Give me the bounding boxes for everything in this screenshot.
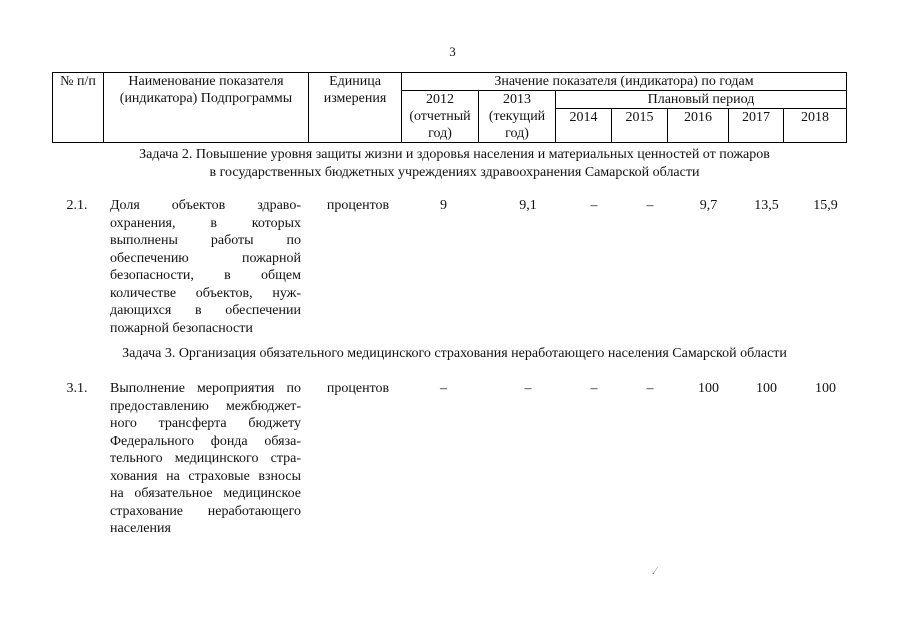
row-2-1-name: Доля объектов здраво-охранения, в которых выполнены работы по обеспечению пожарной безопасности, в общем количестве объектов, нуж-дающихся в обеспечении пожарной безопасности xyxy=(110,198,301,336)
row-3-1-value-2015: – xyxy=(646,381,654,396)
header-year-2016: 2016 xyxy=(668,109,729,143)
row-2-1-value-2015: – xyxy=(646,198,654,213)
row-2-1-unit: процентов xyxy=(326,198,390,213)
indicator-table-header xyxy=(52,72,847,143)
header-year-2018: 2018 xyxy=(784,109,847,143)
header-unit: Единица измерения xyxy=(309,73,402,143)
header-num: № п/п xyxy=(53,73,104,143)
page-number: 3 xyxy=(449,44,456,59)
header-name: Наименование показателя (индикатора) Подпрограммы xyxy=(104,73,309,143)
year-2013-note: (текущий год) xyxy=(488,109,546,141)
scan-mark: .⁄ xyxy=(652,566,657,577)
year-2013-label: 2013 xyxy=(503,92,531,107)
header-year-2013 xyxy=(479,91,556,143)
header-planned-period: Плановый период xyxy=(556,91,847,109)
row-2-1-value-2014: – xyxy=(590,198,598,213)
task-2-title-line2: в государственных бюджетных учреждениях здравоохранения Самарской области xyxy=(209,165,700,180)
row-3-1-value-2016: 100 xyxy=(698,381,719,396)
row-2-1-value-2018: 15,9 xyxy=(813,198,838,213)
row-2-1-value-2017: 13,5 xyxy=(754,198,779,213)
row-2-1-num: 2.1. xyxy=(66,198,88,213)
row-2-1-value-2013: 9,1 xyxy=(519,198,537,213)
row-3-1-num: 3.1. xyxy=(66,381,88,396)
row-3-1-value-2012: – xyxy=(440,381,447,396)
row-3-1-unit: процентов xyxy=(326,381,390,396)
header-year-2012 xyxy=(402,91,479,143)
task-2-title xyxy=(52,146,857,182)
row-3-1-value-2014: – xyxy=(590,381,598,396)
row-3-1-value-2018: 100 xyxy=(815,381,836,396)
header-values: Значение показателя (индикатора) по годам xyxy=(402,73,847,91)
task-3-title: Задача 3. Организация обязательного медицинского страхования неработающего населения Самарской области xyxy=(122,346,787,361)
header-year-2014: 2014 xyxy=(556,109,612,143)
year-2012-label: 2012 xyxy=(426,92,454,107)
header-year-2015: 2015 xyxy=(612,109,668,143)
row-2-1-value-2012: 9 xyxy=(440,198,447,213)
row-3-1-name: Выполнение мероприятия по предоставлению межбюджет-ного трансферта бюджету Федерального фонда обяза-тельного медицинского стра-хования на страховые взносы на обязательное медицинское страхование неработающего населения xyxy=(110,381,301,536)
row-3-1-value-2013: – xyxy=(524,381,532,396)
row-2-1-value-2016: 9,7 xyxy=(699,198,718,213)
header-year-2017: 2017 xyxy=(729,109,784,143)
task-2-title-line1: Задача 2. Повышение уровня защиты жизни и здоровья населения и материальных ценностей от пожаров xyxy=(139,147,770,162)
year-2012-note: (отчетный год) xyxy=(409,109,471,141)
row-3-1-value-2017: 100 xyxy=(756,381,777,396)
